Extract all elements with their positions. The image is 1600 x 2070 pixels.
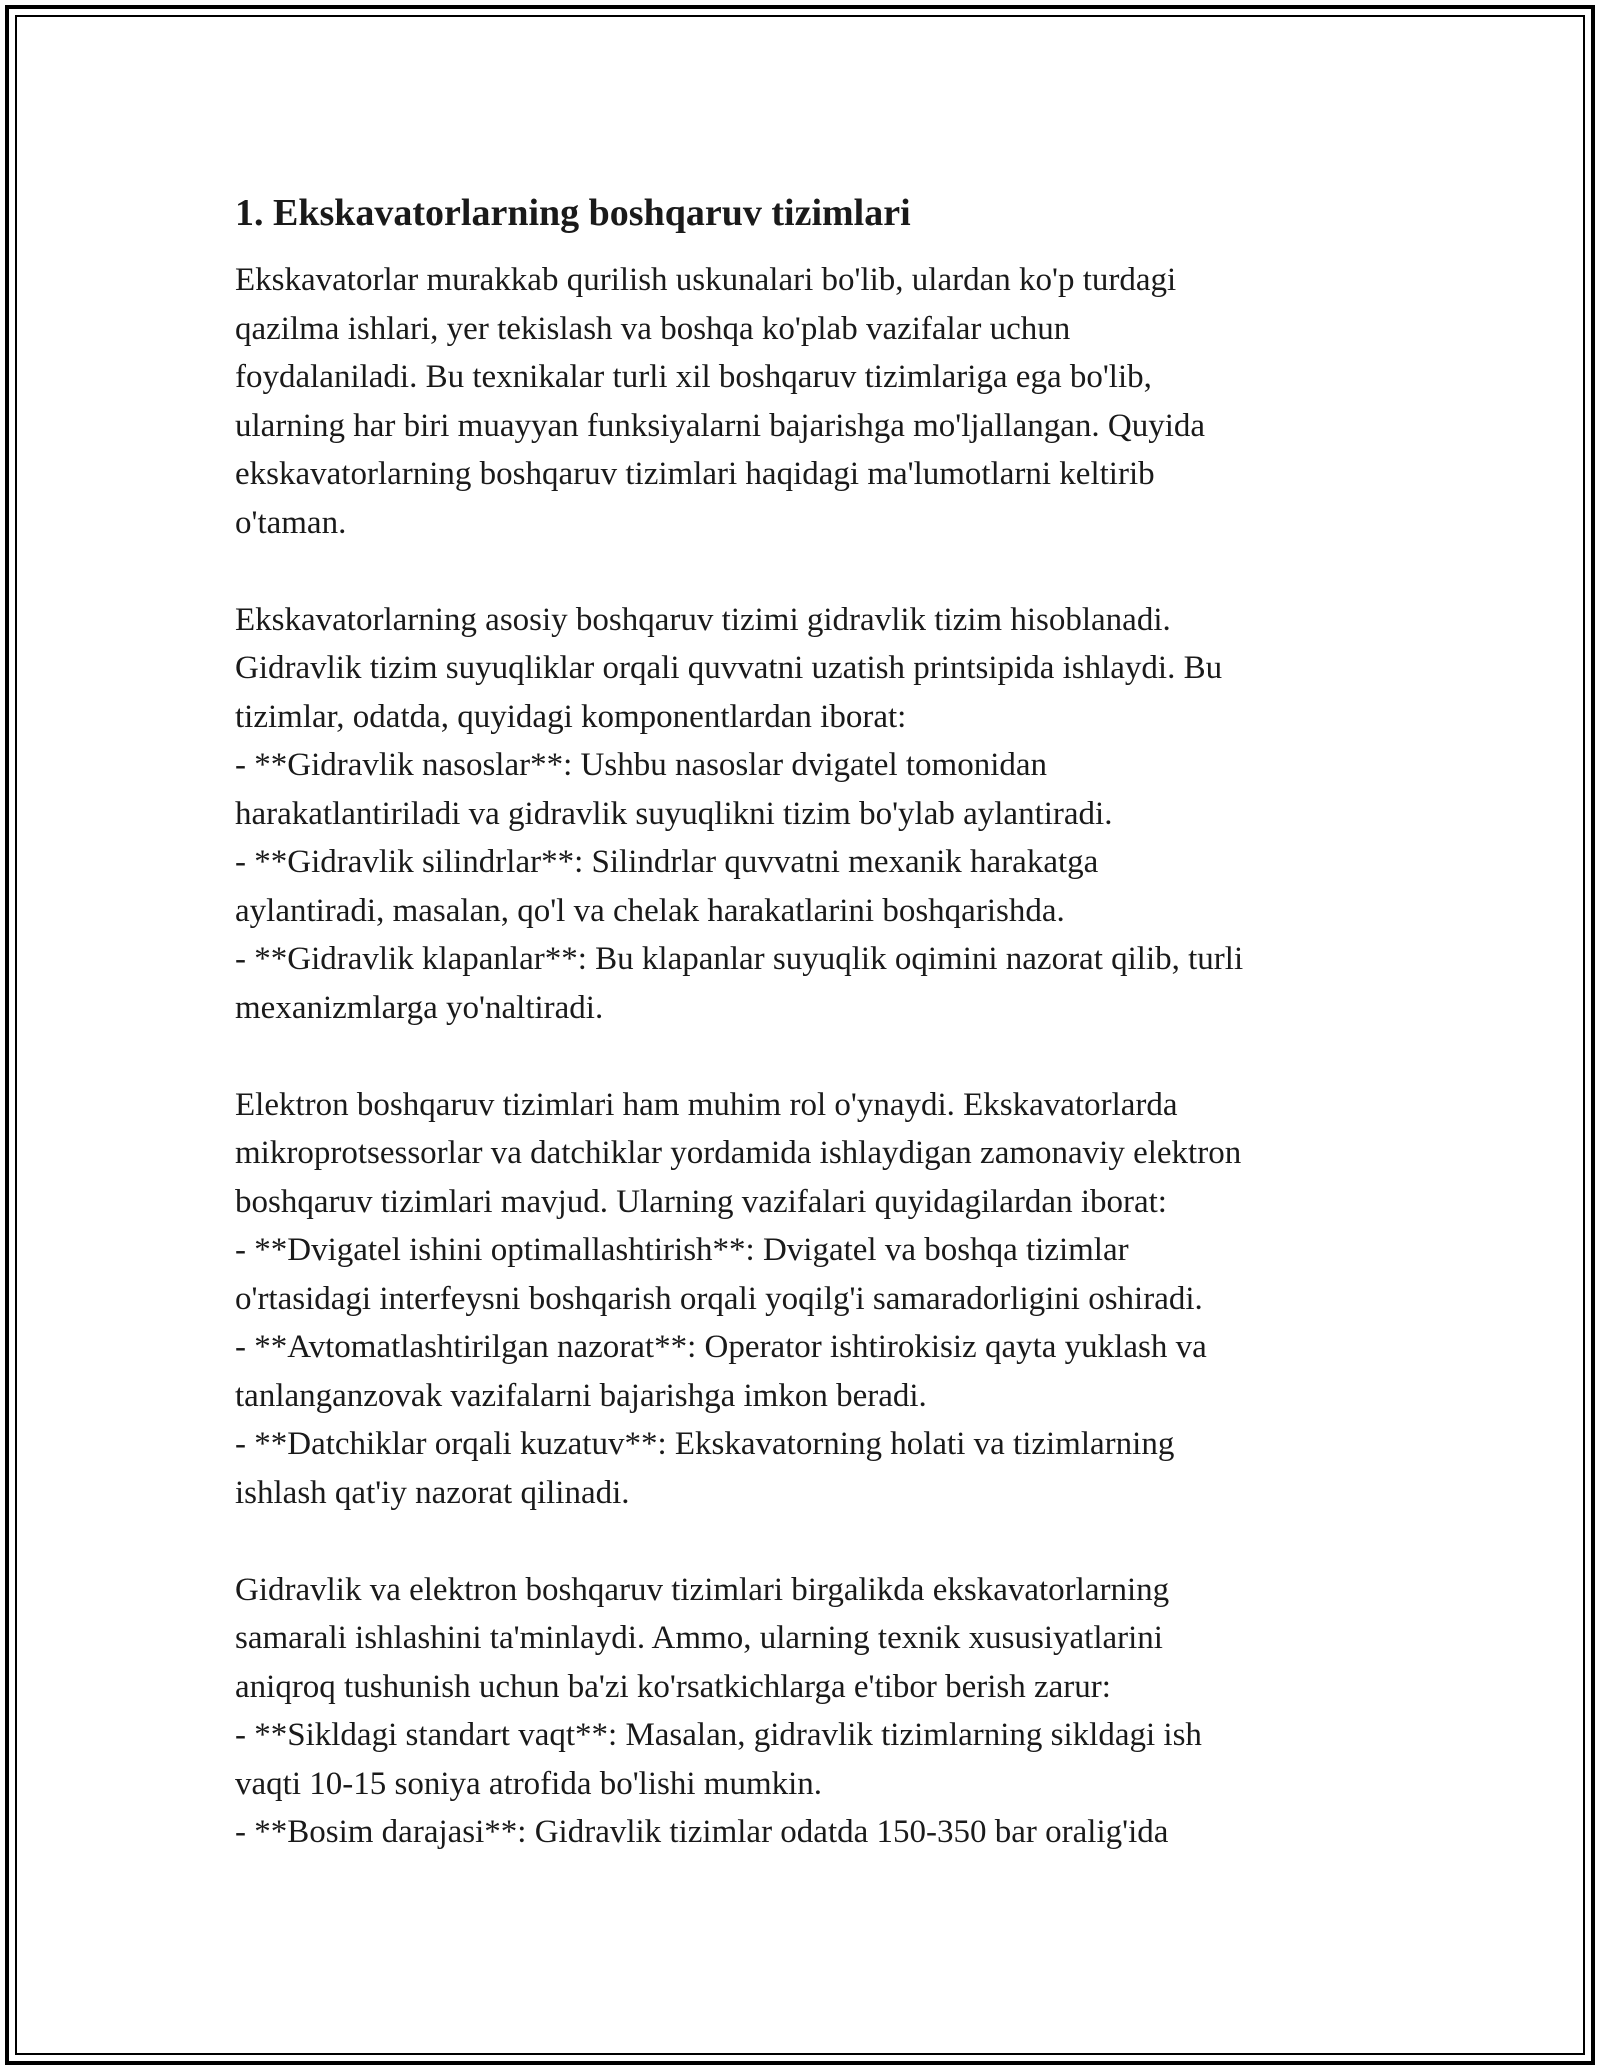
paragraph-hydraulic	[235, 596, 1365, 1033]
paragraph-combined	[235, 1566, 1365, 1857]
text-line: o'taman.	[235, 504, 347, 541]
text-line: foydalaniladi. Bu texnikalar turli xil boshqaruv tizimlariga ega bo'lib,	[235, 359, 1152, 395]
text-line: ularning har biri muayyan funksiyalarni bajarishga mo'ljallangan. Quyida	[235, 407, 1206, 444]
text-line: Ekskavatorlar murakkab qurilish uskunalari bo'lib, ulardan ko'p turdagi	[235, 262, 1177, 298]
text-line: boshqaruv tizimlari mavjud. Ularning vazifalari quyidagilardan iborat:	[235, 1183, 1167, 1220]
text-line: Elektron boshqaruv tizimlari ham muhim rol o'ynaydi. Ekskavatorlarda	[235, 1086, 1178, 1123]
text-line: samarali ishlashini ta'minlaydi. Ammo, ularning texnik xususiyatlarini	[235, 1620, 1163, 1656]
document-title: 1. Ekskavatorlarning boshqaruv tizimlari	[235, 192, 911, 234]
list-item-line: - **Avtomatlashtirilgan nazorat**: Operator ishtirokisiz qayta yuklash va	[235, 1329, 1207, 1365]
list-item-line: - **Sikldagi standart vaqt**: Masalan, gidravlik tizimlarning sikldagi ish	[235, 1717, 1202, 1753]
text-line: Gidravlik tizim suyuqliklar orqali quvvatni uzatish printsipida ishlaydi. Bu	[235, 650, 1223, 686]
text-line: ishlash qat'iy nazorat qilinadi.	[235, 1474, 630, 1511]
text-line: tizimlar, odatda, quyidagi komponentlardan iborat:	[235, 698, 907, 735]
text-line: harakatlantiriladi va gidravlik suyuqlikni tizim bo'ylab aylantiradi.	[235, 795, 1113, 832]
paragraph-intro	[235, 256, 1365, 547]
text-line: Ekskavatorlarning asosiy boshqaruv tizimi gidravlik tizim hisoblanadi.	[235, 601, 1171, 638]
text-line: tanlanganzovak vazifalarni bajarishga imkon beradi.	[235, 1377, 927, 1414]
text-line: Gidravlik va elektron boshqaruv tizimlari birgalikda ekskavatorlarning	[235, 1571, 1170, 1608]
text-line: ekskavatorlarning boshqaruv tizimlari haqidagi ma'lumotlarni keltirib	[235, 456, 1155, 492]
paragraph-electronic	[235, 1081, 1365, 1518]
list-item-line: - **Bosim darajasi**: Gidravlik tizimlar odatda 150-350 bar oralig'ida	[235, 1814, 1169, 1850]
text-line: o'rtasidagi interfeysni boshqarish orqali yoqilg'i samaradorligini oshiradi.	[235, 1280, 1203, 1317]
list-item-line: - **Gidravlik silindrlar**: Silindrlar quvvatni mexanik harakatga	[235, 844, 1099, 880]
text-line: vaqti 10-15 soniya atrofida bo'lishi mumkin.	[235, 1765, 823, 1802]
text-line: aylantiradi, masalan, qo'l va chelak harakatlarini boshqarishda.	[235, 892, 1065, 929]
text-line: aniqroq tushunish uchun ba'zi ko'rsatkichlarga e'tibor berish zarur:	[235, 1668, 1111, 1705]
text-line: qazilma ishlari, yer tekislash va boshqa ko'plab vazifalar uchun	[235, 310, 1071, 347]
list-item-line: - **Gidravlik nasoslar**: Ushbu nasoslar dvigatel tomonidan	[235, 747, 1048, 783]
document-body	[235, 186, 1365, 1905]
list-item-line: - **Datchiklar orqali kuzatuv**: Ekskavatorning holati va tizimlarning	[235, 1426, 1175, 1462]
text-line: mikroprotsessorlar va datchiklar yordamida ishlaydigan zamonaviy elektron	[235, 1135, 1242, 1171]
list-item-line: - **Dvigatel ishini optimallashtirish**: Dvigatel va boshqa tizimlar	[235, 1232, 1129, 1268]
list-item-line: - **Gidravlik klapanlar**: Bu klapanlar suyuqlik oqimini nazorat qilib, turli	[235, 941, 1244, 977]
text-line: mexanizmlarga yo'naltiradi.	[235, 989, 604, 1026]
